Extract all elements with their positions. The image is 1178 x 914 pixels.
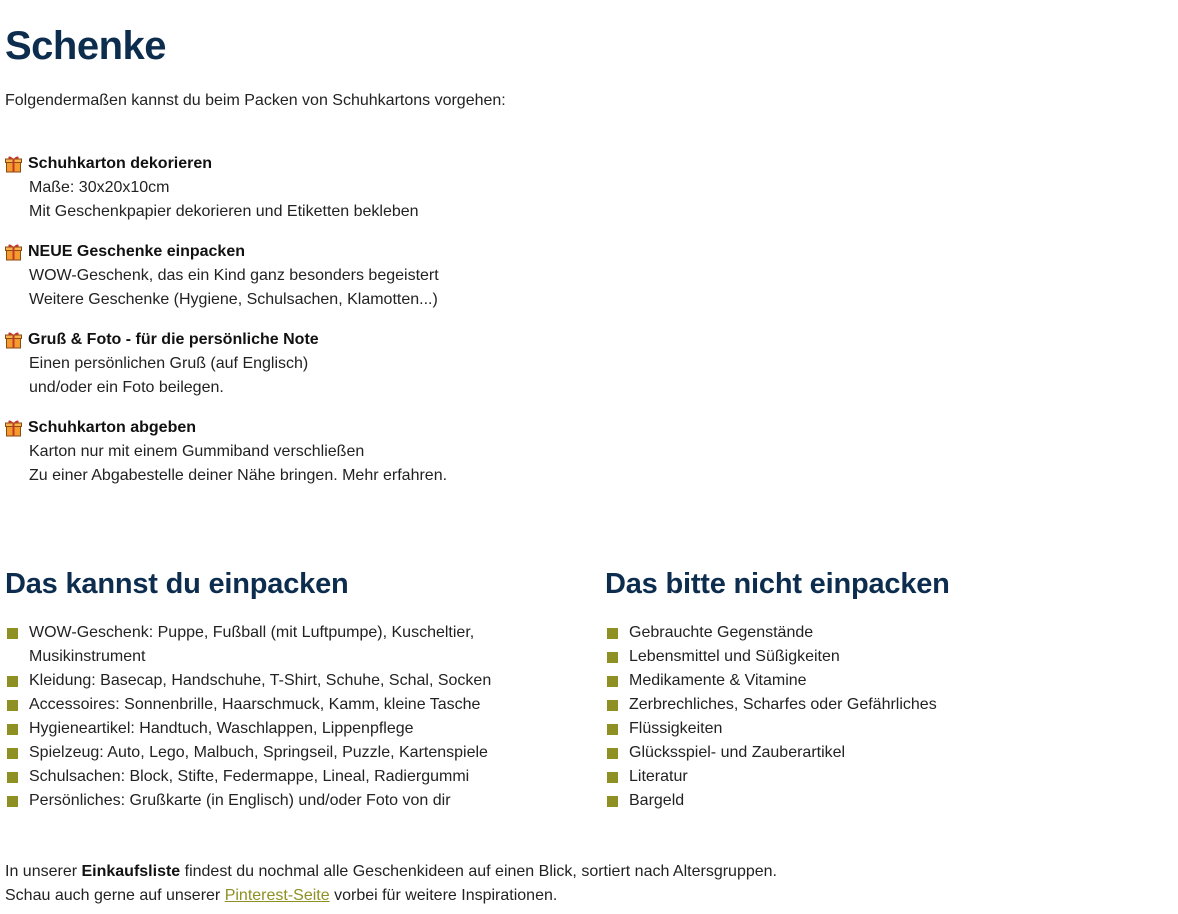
shopping-list-label: Einkaufsliste	[81, 863, 181, 880]
pack-list	[5, 621, 565, 813]
step-line: Zu einer Abgabestelle deiner Nähe bringen. Mehr erfahren.	[29, 467, 448, 484]
list-item	[605, 645, 1165, 669]
list-item-text: Hygieneartikel: Handtuch, Waschlappen, Lippenpflege	[29, 720, 414, 737]
footer-text-part: vorbei für weitere Inspirationen.	[329, 887, 558, 904]
list-item	[605, 693, 1165, 717]
list-item	[5, 765, 565, 789]
pack-heading: Das kannst du einpacken	[5, 568, 349, 600]
list-item	[5, 669, 565, 693]
step-title: Gruß & Foto - für die persönliche Note	[28, 331, 319, 348]
intro-text: Folgendermaßen kannst du beim Packen von Schuhkartons vorgehen:	[5, 92, 506, 109]
square-bullet-icon	[607, 652, 618, 663]
gift-icon	[5, 155, 22, 173]
pinterest-link[interactable]: Pinterest-Seite	[224, 887, 330, 904]
list-item-text: Kleidung: Basecap, Handschuhe, T-Shirt, Schuhe, Schal, Socken	[29, 672, 492, 689]
square-bullet-icon	[7, 700, 18, 711]
footer-text-part: Schau auch gerne auf unserer	[5, 887, 225, 904]
step-line: Mit Geschenkpapier dekorieren und Etiketten bekleben	[29, 203, 419, 220]
list-item	[5, 741, 565, 765]
step-line: Maße: 30x20x10cm	[29, 179, 170, 196]
list-item-text: Literatur	[629, 768, 688, 785]
square-bullet-icon	[607, 748, 618, 759]
list-item-text: Medikamente & Vitamine	[629, 672, 807, 689]
step-line: Karton nur mit einem Gummiband verschließen	[29, 443, 365, 460]
list-item	[605, 765, 1165, 789]
list-item-text: Bargeld	[629, 792, 685, 809]
page-title: Schenke	[5, 24, 167, 68]
step-title: Schuhkarton dekorieren	[28, 155, 213, 172]
list-item-text: Accessoires: Sonnenbrille, Haarschmuck, Kamm, kleine Tasche	[29, 696, 481, 713]
step-line: WOW-Geschenk, das ein Kind ganz besonders begeistert	[29, 267, 439, 284]
list-item	[605, 717, 1165, 741]
step-title: Schuhkarton abgeben	[28, 419, 197, 436]
pack-column	[5, 568, 565, 813]
footer-text-part: findest du nochmal alle Geschenkideen auf einen Blick, sortiert nach Altersgruppen.	[180, 863, 777, 880]
footer-text	[5, 860, 777, 908]
list-item-text: Flüssigkeiten	[629, 720, 723, 737]
step-line: und/oder ein Foto beilegen.	[29, 379, 224, 396]
square-bullet-icon	[607, 628, 618, 639]
square-bullet-icon	[7, 772, 18, 783]
list-item-text: Zerbrechliches, Scharfes oder Gefährliches	[629, 696, 937, 713]
square-bullet-icon	[7, 628, 18, 639]
steps-list	[5, 152, 447, 504]
no-pack-heading: Das bitte nicht einpacken	[605, 568, 950, 600]
gift-icon	[5, 419, 22, 437]
list-item	[605, 669, 1165, 693]
step-line: Einen persönlichen Gruß (auf Englisch)	[29, 355, 309, 372]
gift-icon	[5, 331, 22, 349]
square-bullet-icon	[7, 676, 18, 687]
square-bullet-icon	[607, 772, 618, 783]
list-item	[605, 741, 1165, 765]
list-item-text: Lebensmittel und Süßigkeiten	[629, 648, 840, 665]
list-item-text: Glücksspiel- und Zauberartikel	[629, 744, 846, 761]
list-item-text: Gebrauchte Gegenstände	[629, 624, 814, 641]
no-pack-list	[605, 621, 1165, 813]
square-bullet-icon	[607, 796, 618, 807]
list-item-text: Schulsachen: Block, Stifte, Federmappe, Lineal, Radiergummi	[29, 768, 470, 785]
step-item	[5, 152, 447, 224]
square-bullet-icon	[7, 748, 18, 759]
step-item	[5, 328, 447, 400]
list-item	[605, 621, 1165, 645]
footer-line-2	[5, 884, 777, 908]
list-item	[605, 789, 1165, 813]
list-item	[5, 717, 565, 741]
list-item	[5, 693, 565, 717]
step-title: NEUE Geschenke einpacken	[28, 243, 245, 260]
square-bullet-icon	[607, 676, 618, 687]
step-item	[5, 240, 447, 312]
footer-text-part: In unserer	[5, 863, 82, 880]
square-bullet-icon	[7, 724, 18, 735]
list-item	[5, 621, 565, 669]
list-item	[5, 789, 565, 813]
step-item	[5, 416, 447, 488]
square-bullet-icon	[7, 796, 18, 807]
footer-line-1	[5, 860, 777, 884]
list-item-text: WOW-Geschenk: Puppe, Fußball (mit Luftpumpe), Kuscheltier,	[29, 624, 475, 641]
square-bullet-icon	[607, 700, 618, 711]
step-line: Weitere Geschenke (Hygiene, Schulsachen, Klamotten...)	[29, 291, 438, 308]
square-bullet-icon	[607, 724, 618, 735]
gift-icon	[5, 243, 22, 261]
list-item-text: Spielzeug: Auto, Lego, Malbuch, Springseil, Puzzle, Kartenspiele	[29, 744, 488, 761]
list-item-text: Persönliches: Grußkarte (in Englisch) und/oder Foto von dir	[29, 792, 451, 809]
no-pack-column	[605, 568, 1165, 813]
list-item-text: Musikinstrument	[29, 648, 146, 665]
